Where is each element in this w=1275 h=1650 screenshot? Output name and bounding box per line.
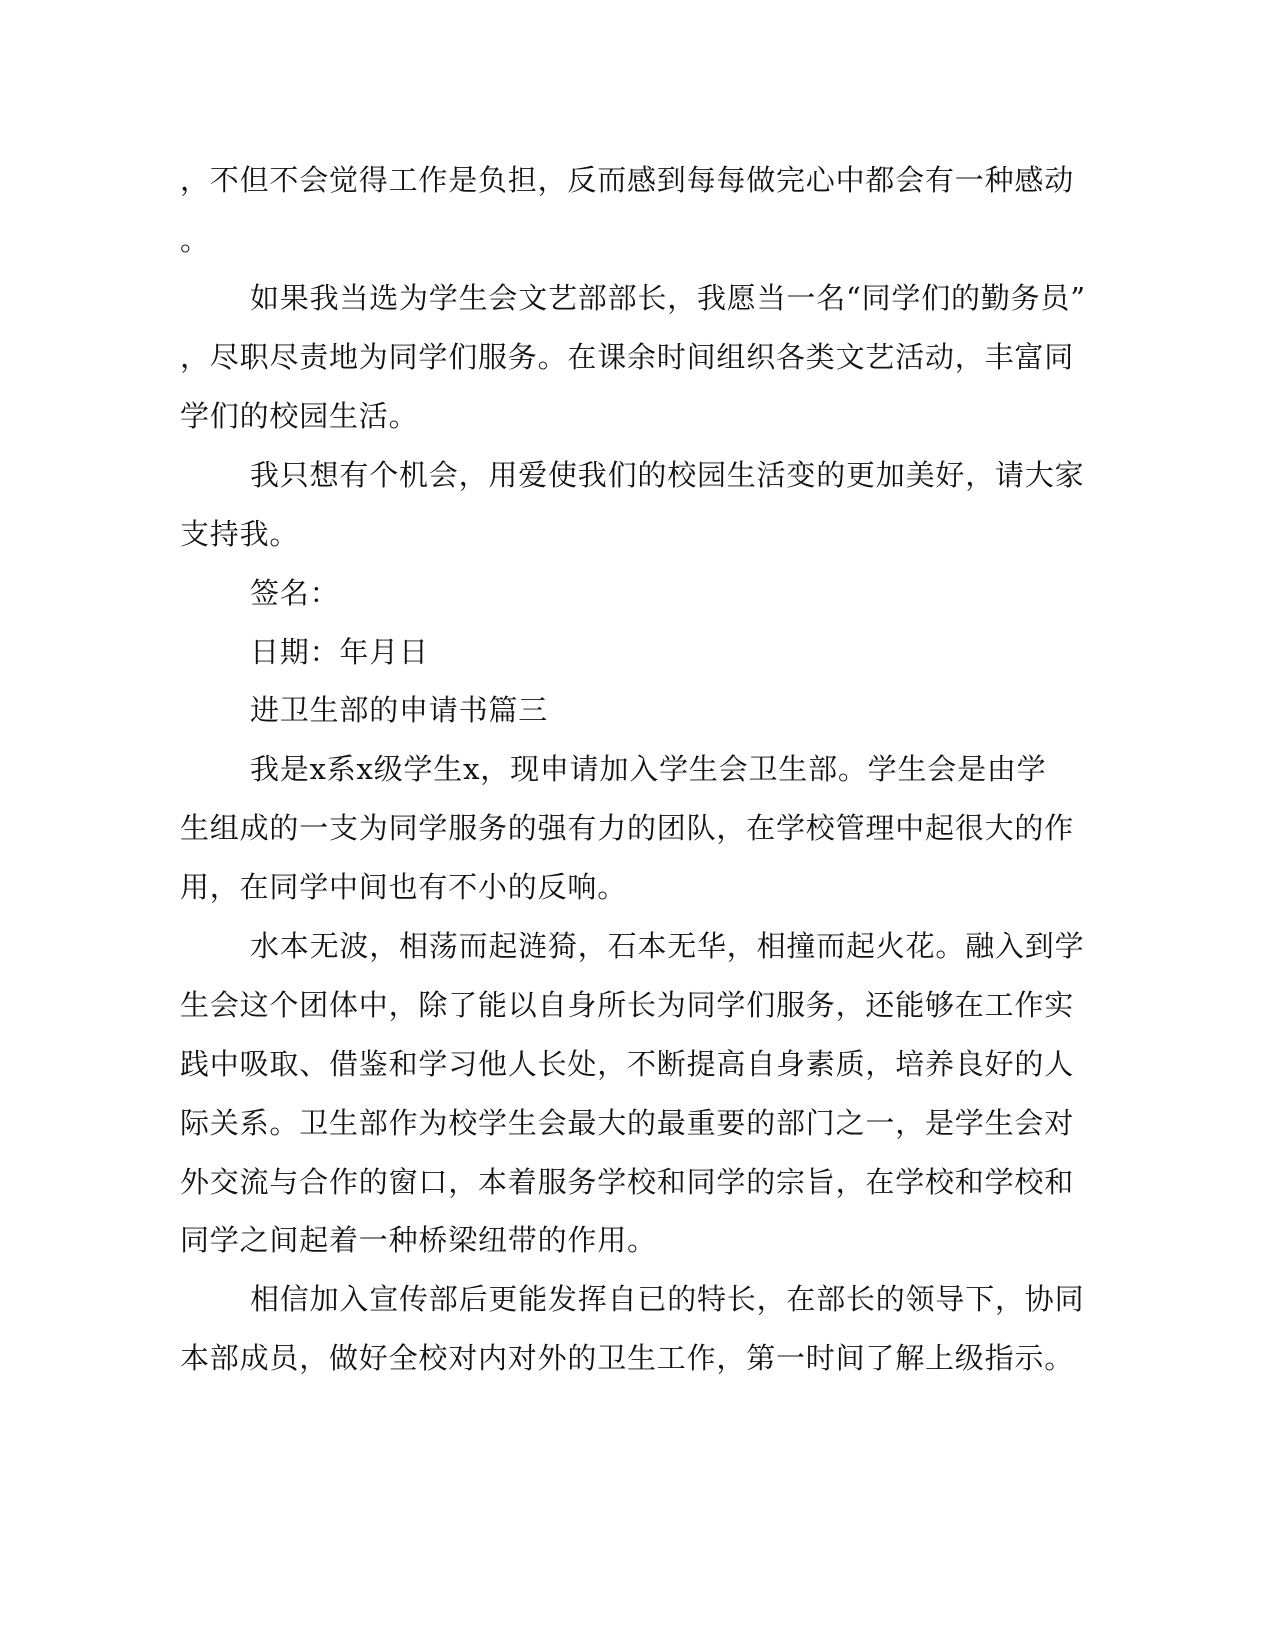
paragraph-start-line: 如果我当选为学生会文艺部部长，我愿当一名“同学们的勤务员” bbox=[250, 281, 1086, 315]
date-label: 日期：年月日 bbox=[250, 635, 429, 669]
paragraph-start-line: 我只想有个机会，用爱使我们的校园生活变的更加美好，请大家 bbox=[250, 458, 1085, 492]
body-text-line: 学们的校园生活。 bbox=[180, 399, 419, 433]
body-text-line: 本部成员，做好全校对内对外的卫生工作，第一时间了解上级指示。 bbox=[180, 1341, 1075, 1375]
body-text-line: 外交流与合作的窗口，本着服务学校和同学的宗旨，在学校和学校和 bbox=[180, 1165, 1075, 1199]
body-text-line: 。 bbox=[180, 223, 210, 257]
body-text-line: ，尽职尽责地为同学们服务。在课余时间组织各类文艺活动，丰富同 bbox=[180, 340, 1075, 374]
body-text-line: 生会这个团体中，除了能以自身所长为同学们服务，还能够在工作实 bbox=[180, 988, 1075, 1022]
paragraph-start-line: 我是x系x级学生x，现申请加入学生会卫生部。学生会是由学 bbox=[250, 752, 1047, 786]
body-text-line: ，不但不会觉得工作是负担，反而感到每每做完心中都会有一种感动 bbox=[180, 163, 1075, 197]
body-text-line: 际关系。卫生部作为校学生会最大的最重要的部门之一，是学生会对 bbox=[180, 1106, 1075, 1140]
body-text-line: 用，在同学中间也有不小的反响。 bbox=[180, 870, 628, 904]
paragraph-start-line: 水本无波，相荡而起涟猗，石本无华，相撞而起火花。融入到学 bbox=[250, 929, 1085, 963]
section-heading: 进卫生部的申请书篇三 bbox=[250, 693, 549, 727]
body-text-line: 生组成的一支为同学服务的强有力的团队，在学校管理中起很大的作 bbox=[180, 811, 1075, 845]
signature-label: 签名： bbox=[250, 576, 340, 610]
body-text-line: 支持我。 bbox=[180, 517, 300, 551]
body-text-line: 践中吸取、借鉴和学习他人长处，不断提高自身素质，培养良好的人 bbox=[180, 1047, 1075, 1081]
body-text-line: 同学之间起着一种桥梁纽带的作用。 bbox=[180, 1223, 657, 1257]
paragraph-start-line: 相信加入宣传部后更能发挥自已的特长，在部长的领导下，协同 bbox=[250, 1282, 1085, 1316]
